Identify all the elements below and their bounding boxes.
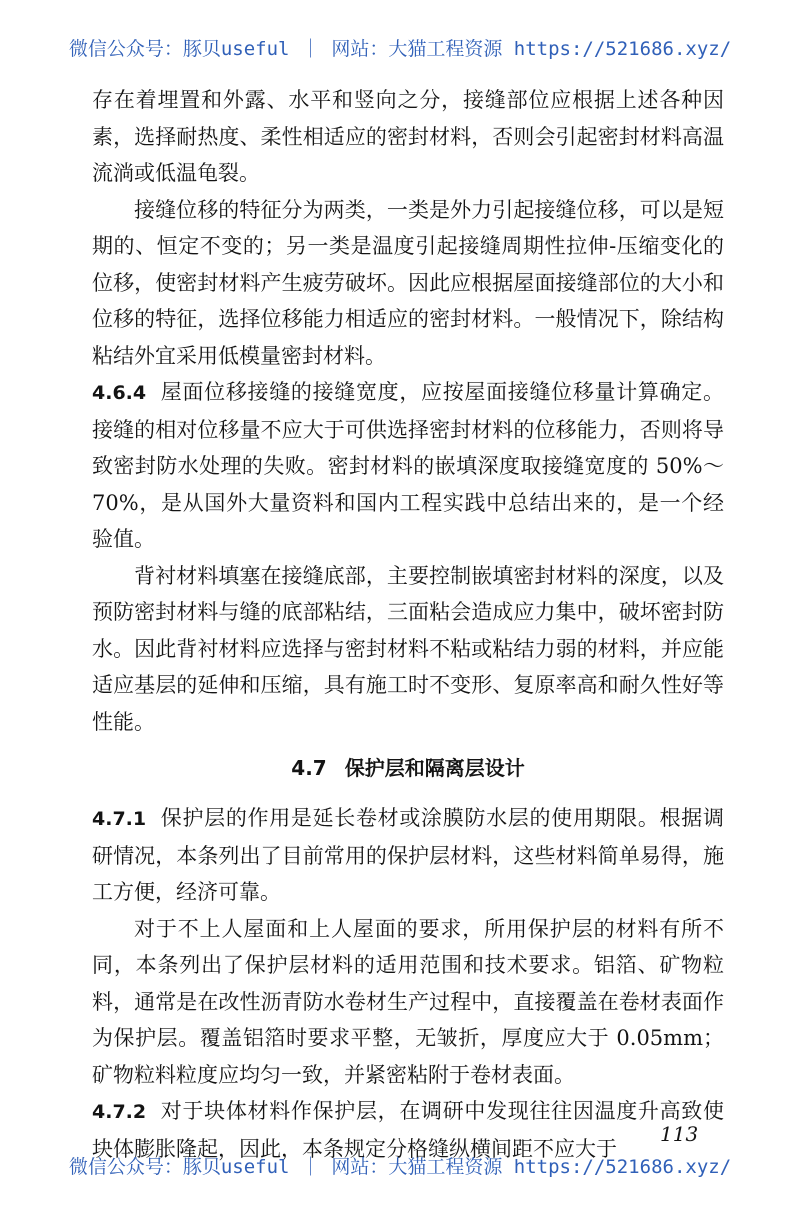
section-number: 4.7 (291, 756, 327, 780)
section-heading (92, 750, 724, 786)
paragraph-4: 背衬材料填塞在接缝底部，主要控制嵌填密封材料的深度，以及预防密封材料与缝的底部粘结，三面粘会造成应力集中，破坏密封防水。因此背衬材料应选择与密封材料不粘或粘结力弱的材料，并应能适应基层的延伸和压缩，具有施工时不变形、复原率高和耐久性好等性能。 (92, 563, 724, 734)
clause-text: 保护层的作用是延长卷材或涂膜防水层的使用期限。根据调研情况，本条列出了目前常用的保护层材料，这些材料简单易得，施工方便，经济可靠。 (92, 806, 724, 904)
paragraph-6: 对于不上人屋面和上人屋面的要求，所用保护层的材料有所不同，本条列出了保护层材料的适用范围和技术要求。铝箔、矿物粒料，通常是在改性沥青防水卷材生产过程中，直接覆盖在卷材表面作为保护层。覆盖铝箔时要求平整，无皱折，厚度应大于 0.05mm；矿物粒料粒度应均匀一致，并紧密粘附于卷材表面。 (92, 916, 724, 1087)
paragraph-1: 存在着埋置和外露、水平和竖向之分，接缝部位应根据上述各种因素，选择耐热度、柔性相适应的密封材料，否则会引起密封材料高温流淌或低温龟裂。 (92, 88, 724, 185)
clause-number: 4.7.2 (92, 1101, 147, 1123)
watermark-top: 微信公众号：豚贝useful ｜ 网站：大猫工程资源 https://521686.xyz/ (68, 38, 732, 60)
clause-4-7-1 (92, 800, 724, 911)
clause-text: 屋面位移接缝的接缝宽度，应按屋面接缝位移量计算确定。接缝的相对位移量不应大于可供选择密封材料的位移能力，否则将导致密封防水处理的失败。密封材料的嵌填深度取接缝宽度的 50%～70%，是从国外大量资料和国内工程实践中总结出来的，是一个经验值。 (92, 380, 724, 551)
clause-4-6-4 (92, 374, 724, 558)
section-title: 保护层和隔离层设计 (344, 756, 525, 780)
document-body (92, 82, 724, 1167)
watermark-bottom: 微信公众号：豚贝useful ｜ 网站：大猫工程资源 https://521686.xyz/ (68, 1156, 732, 1178)
clause-text: 对于块体材料作保护层，在调研中发现往往因温度升高致使块体膨胀隆起，因此，本条规定分格缝纵横间距不应大于 (92, 1099, 724, 1161)
clause-number: 4.6.4 (92, 382, 147, 404)
page-number: 113 (660, 1122, 699, 1146)
clause-number: 4.7.1 (92, 808, 147, 830)
paragraph-2: 接缝位移的特征分为两类，一类是外力引起接缝位移，可以是短期的、恒定不变的；另一类是温度引起接缝周期性拉伸-压缩变化的位移，使密封材料产生疲劳破坏。因此应根据屋面接缝部位的大小和位移的特征，选择位移能力相适应的密封材料。一般情况下，除结构粘结外宜采用低模量密封材料。 (92, 197, 724, 368)
